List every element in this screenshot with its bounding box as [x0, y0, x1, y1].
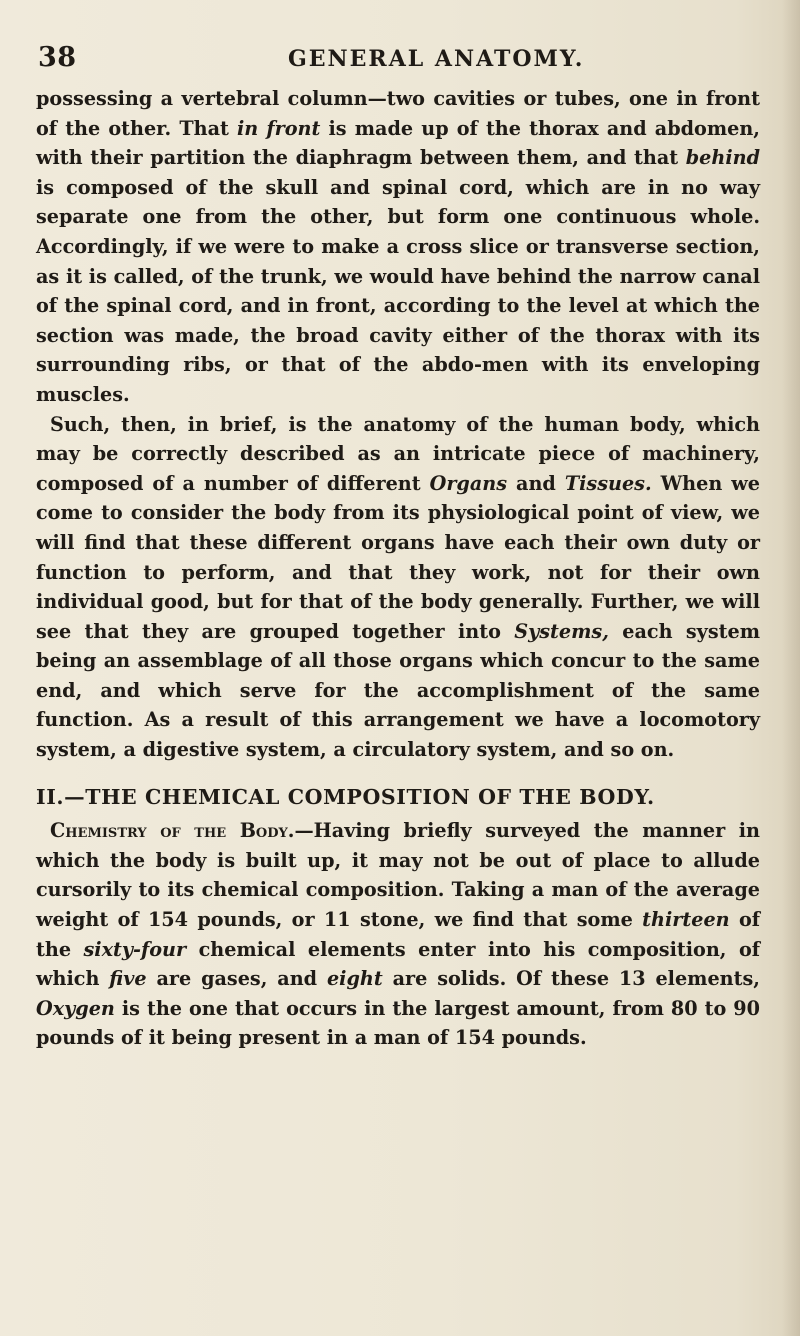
italic-term: thirteen	[642, 908, 730, 932]
text-run: is made up of the thorax and abdomen, with their partition the diaphragm between them, and that	[36, 116, 760, 170]
italic-term: eight	[326, 967, 383, 991]
paragraph-chemistry	[36, 816, 760, 1053]
italic-term: Systems,	[514, 619, 609, 643]
text-run: of the	[36, 908, 761, 961]
text-run: is the one that occurs in the largest amount, from 80 to 90 pounds of it being present in a man of 154 pounds.	[36, 996, 760, 1050]
run-in-heading: Chemistry of the Body.	[50, 819, 295, 843]
text-run: —Having briefly surveyed the manner in which the body is built up, it may not be out of place to allude cursorily to its chemical composition. Taking a man of the average weight of 154 pounds, or 11 stone, we find that some	[36, 819, 760, 932]
page-number: 38	[38, 42, 77, 73]
running-title: GENERAL ANATOMY.	[288, 46, 585, 72]
text-run: and	[507, 471, 565, 495]
section-heading: II.—THE CHEMICAL COMPOSITION OF THE BODY.	[36, 784, 655, 809]
italic-term: Organs	[429, 471, 508, 495]
page-header	[38, 42, 778, 76]
text-run: Such, then, in brief, is the anatomy of the human body, which may be correctly described as an intricate piece of machinery, composed of a number of different	[36, 412, 760, 495]
paragraph-continuation	[36, 84, 760, 410]
body-text	[36, 84, 760, 1053]
italic-term: behind	[685, 146, 760, 170]
italic-term: sixty-four	[83, 937, 187, 961]
italic-term: five	[109, 967, 147, 991]
text-run: are solids. Of these 13 elements,	[382, 967, 760, 991]
text-run: possessing a vertebral column—two cavities or tubes, one in front of the other. That	[36, 87, 760, 140]
paragraph-anatomy-summary	[36, 410, 760, 765]
italic-term: Tissues.	[564, 471, 652, 495]
text-run: each system being an assemblage of all those organs which concur to the same end, and which serve for the accomplishment of the same function. As a result of this arrangement we have a locomotory system, a digestive system, a circulatory system, and so on.	[36, 619, 760, 762]
text-run: are gases, and	[146, 967, 327, 991]
text-run: is composed of the skull and spinal cord, which are in no way separate one from the other, but form one continuous whole. Accordingly, if we were to make a cross slice or transverse section, as it is called, of the trunk, we would have behind the narrow canal of the spinal cord, and in front, according to the level at which the section was made, the broad cavity either of the thorax with its surrounding ribs, or that of the abdo-men with its enveloping muscles.	[36, 175, 760, 406]
italic-term: in front	[237, 116, 321, 140]
italic-term: Oxygen	[36, 996, 115, 1020]
page-edge-shadow	[782, 0, 800, 1336]
text-run: chemical elements enter into his composition, of which	[36, 937, 760, 991]
text-run: When we come to consider the body from its physiological point of view, we will find that these different organs have each their own duty or function to perform, and that they work, not for their own individual good, but for that of the body generally. Further, we will see that they are grouped together into	[36, 471, 760, 643]
